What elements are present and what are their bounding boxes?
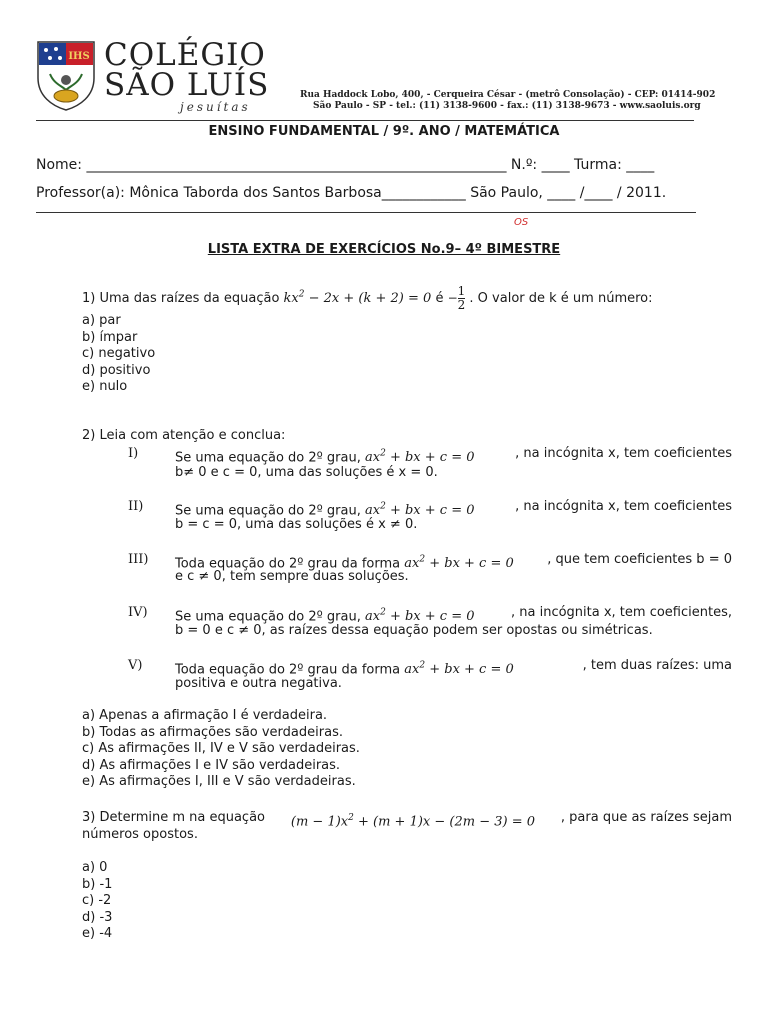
q2-item-5-text-a: Toda equação do 2º grau da forma [175, 662, 401, 678]
q3-option-e: e) -4 [82, 926, 113, 941]
q2-item-3-equation: $ax^2$ + bx + c = 0 [404, 555, 514, 572]
q2-item-2-line2: b = c = 0, uma das soluções é x ≠ 0. [175, 517, 418, 532]
q1-option-b: b) ímpar [82, 329, 138, 345]
q2-option-c: c) As afirmações II, IV e V são verdadeiras. [82, 741, 360, 756]
school-crest [36, 40, 96, 112]
q1-fraction-den: 2 [457, 298, 466, 312]
q1-option-c: c) negativo [82, 346, 156, 361]
name-field-line: Nome: ____________________________________________________________ N.º: ____ Turma: ____ [36, 157, 655, 173]
fields-rule [36, 212, 696, 213]
q2-item-1-num: I) [128, 446, 139, 461]
q1-suffix: . O valor de k é um número: [469, 291, 653, 306]
q3-stem-line2: números opostos. [82, 827, 198, 842]
q3-options [82, 860, 112, 943]
q3-suffix: , para que as raízes sejam [560, 810, 732, 825]
q2-option-a: a) Apenas a afirmação I é verdadeira. [82, 708, 328, 723]
address-line-1: Rua Haddock Lobo, 400, - Cerqueira César - (metrô Consolação) - CEP: 01414-902 [300, 90, 716, 100]
q2-intro: 2) Leia com atenção e conclua: [82, 428, 286, 443]
q1-option-d: d) positivo [82, 362, 151, 378]
list-title: LISTA EXTRA DE EXERCÍCIOS No.9– 4º BIMESTRE [207, 242, 561, 257]
q1-fraction-num: 1 [457, 284, 466, 298]
school-tagline: jesuítas [180, 100, 251, 114]
q2-item-4-equation: $ax^2$ + bx + c = 0 [364, 608, 475, 625]
q2-item-1-line1 [175, 446, 732, 466]
q2-item-5-equation: $ax^2$ + bx + c = 0 [404, 661, 514, 678]
q2-item-2-text-b: , na incógnita x, tem coeficientes [515, 499, 732, 514]
q2-option-d: d) As afirmações I e IV são verdadeiras. [82, 757, 341, 773]
q2-item-4-text-b: , na incógnita x, tem coeficientes, [511, 605, 732, 620]
q2-item-4-line2: b = 0 e c ≠ 0, as raízes dessa equação podem ser opostas ou simétricas. [175, 623, 653, 638]
q1-equation: $kx^2 - 2x + (k + 2) = 0$ [283, 289, 432, 306]
q1-option-e: e) nulo [82, 379, 128, 394]
q1-stem [82, 285, 653, 312]
q2-option-e: e) As afirmações I, III e V são verdadeiras. [82, 774, 356, 789]
professor-field-line: Professor(a): Mônica Taborda dos Santos Barbosa____________ São Paulo, ____ /____ / 2011. [36, 185, 667, 201]
q1-fraction: − $\frac{1}{2}$ [447, 284, 466, 312]
q1-option-a: a) par [82, 313, 121, 328]
q2-item-1-equation: $ax^2$ + bx + c = 0 [364, 449, 475, 466]
q3-equation: $(m - 1)x^2 + (m + 1)x - (2m - 3) = 0$ [290, 813, 536, 830]
crest-ihs-letters: IHS [68, 51, 90, 62]
q3-prefix: 3) Determine m na equação [82, 810, 265, 825]
q3-option-c: c) -2 [82, 893, 112, 908]
q2-item-2-num: II) [128, 499, 144, 514]
q2-item-3-text-a: Toda equação do 2º grau da forma [175, 556, 401, 572]
q2-item-5-text-b: , tem duas raízes: uma [582, 658, 732, 673]
q2-item-3-num: III) [128, 552, 149, 567]
address-line-2: São Paulo - SP - tel.: (11) 3138-9600 - fax.: (11) 3138-9673 - www.saoluis.org [313, 101, 701, 111]
q2-option-b: b) Todas as afirmações são verdadeiras. [82, 724, 343, 740]
q2-item-1-text-b: , na incógnita x, tem coeficientes [515, 446, 732, 461]
q2-item-3-text-b: , que tem coeficientes b = 0 [547, 552, 732, 567]
q2-item-1-text-a: Se uma equação do 2º grau, [175, 450, 361, 466]
q2-item-3-line2: e c ≠ 0, tem sempre duas soluções. [175, 569, 409, 584]
q1-options [82, 313, 155, 396]
q2-item-2-equation: $ax^2$ + bx + c = 0 [364, 502, 475, 519]
q2-item-5-num: V) [128, 658, 143, 673]
q3-option-b: b) -1 [82, 876, 113, 892]
q2-item-1-line2: b≠ 0 e c = 0, uma das soluções é x = 0. [175, 465, 438, 480]
school-name-line2: SÃO LUÍS [104, 67, 270, 103]
q3-option-d: d) -3 [82, 909, 113, 925]
header-rule [36, 120, 694, 121]
os-mark: OS [514, 217, 529, 228]
subject-line: ENSINO FUNDAMENTAL / 9º. ANO / MATEMÁTICA [208, 124, 560, 139]
q3-option-a: a) 0 [82, 860, 108, 875]
q1-middle: é [435, 291, 444, 306]
q1-prefix: 1) Uma das raízes da equação [82, 291, 280, 306]
q2-item-5-line2: positiva e outra negativa. [175, 676, 342, 691]
q2-item-4-num: IV) [128, 605, 148, 620]
q2-item-2-text-a: Se uma equação do 2º grau, [175, 503, 361, 519]
school-name-line1: COLÉGIO [104, 37, 266, 73]
q2-item-4-text-a: Se uma equação do 2º grau, [175, 609, 361, 625]
q2-options [82, 708, 360, 791]
